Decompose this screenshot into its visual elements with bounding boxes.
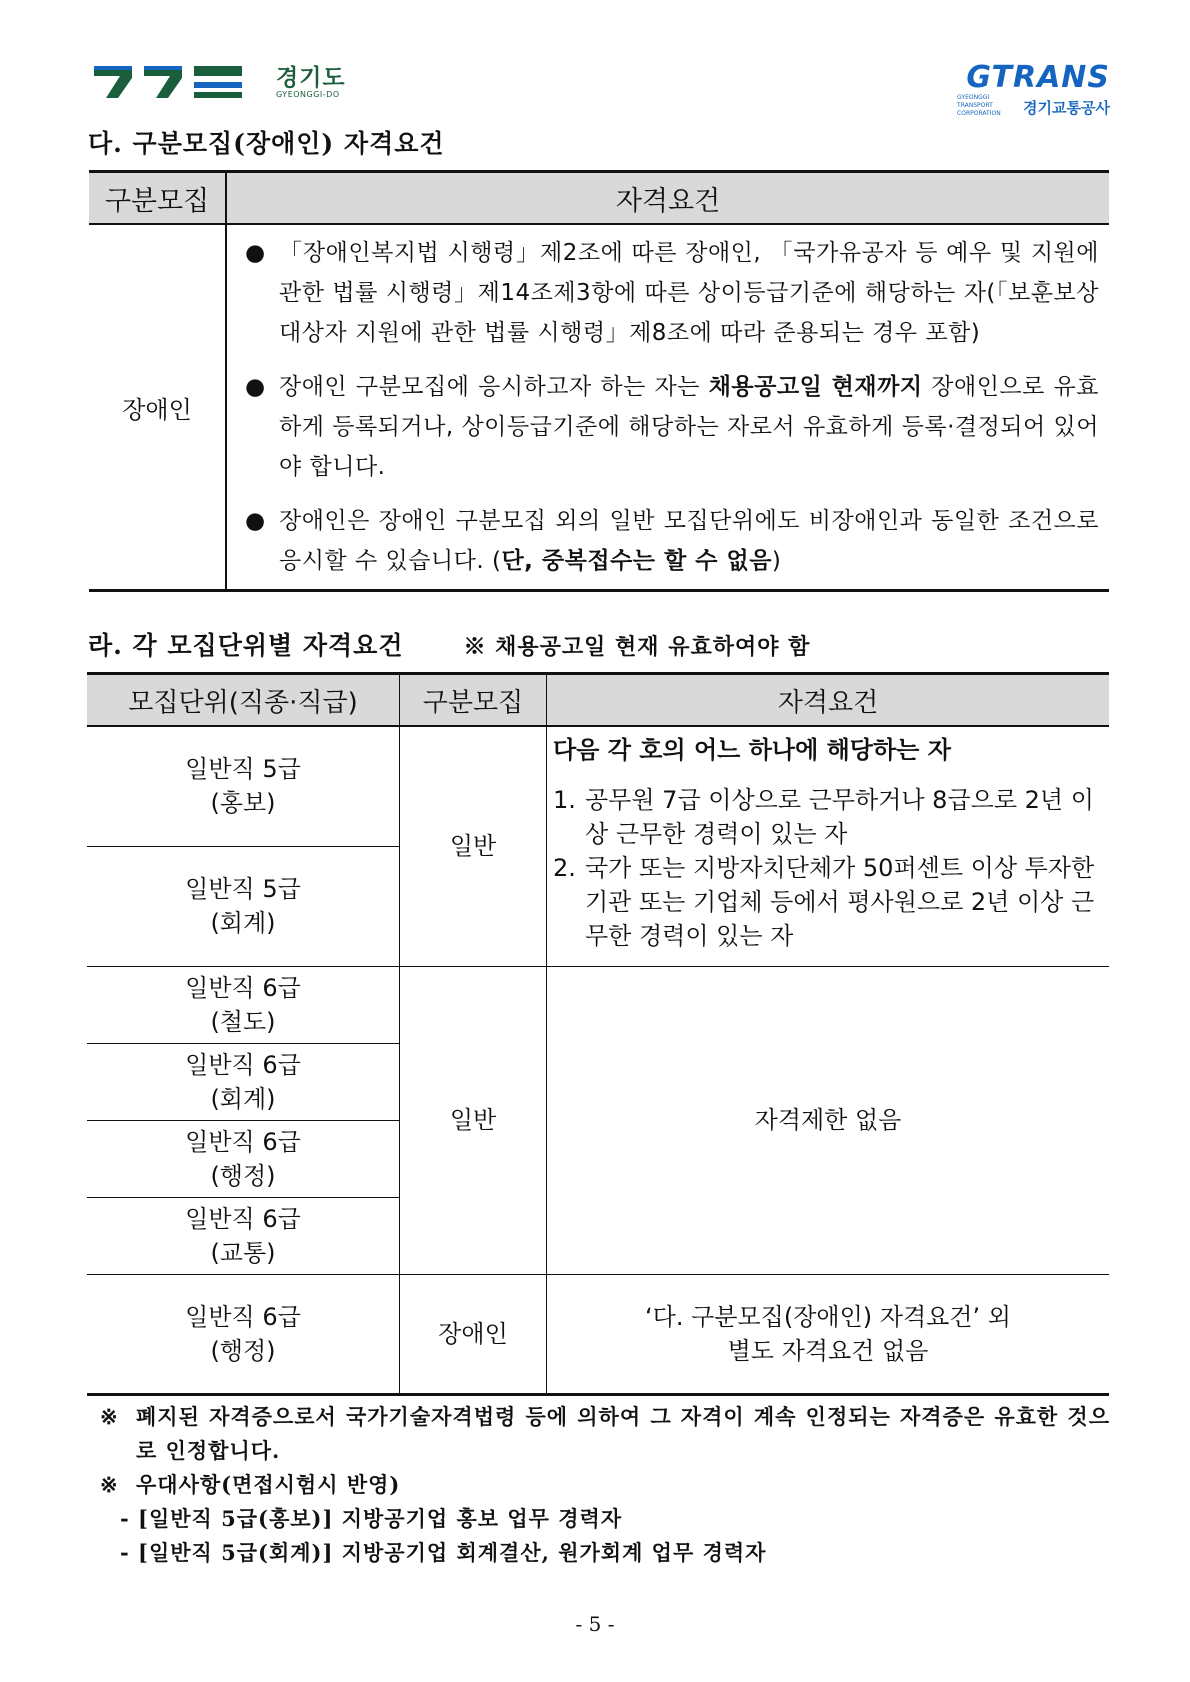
bullet-dot-icon: ● bbox=[245, 374, 266, 400]
requirement-item: 2. 국가 또는 지방자치단체가 50퍼센트 이상 투자한 기관 또는 기업체 등에서 평사원으로 2년 이상 근무한 경력이 있는 자 bbox=[553, 854, 1095, 950]
unit-cell: 일반직 6급 (행정) bbox=[87, 1120, 400, 1197]
page-number: - 5 - bbox=[575, 1612, 615, 1636]
footnote-item: ※ 우대사항(면접시험시 반영) bbox=[100, 1472, 401, 1497]
table-header-category: 구분모집 bbox=[400, 674, 547, 727]
bullet-item-1 bbox=[237, 233, 1099, 353]
gtrans-logo bbox=[957, 62, 1110, 118]
unit-requirements-table bbox=[87, 672, 1109, 1396]
disabled-requirements-table bbox=[89, 170, 1109, 592]
section-ra-note: ※ 채용공고일 현재 유효하여야 함 bbox=[463, 634, 811, 660]
bullet-text: ) bbox=[771, 548, 782, 574]
bullet-emphasis: 단, 중복접수는 할 수 없음 bbox=[501, 548, 772, 574]
category-cell: 일반 bbox=[400, 726, 547, 966]
requirement-item: 1. 공무원 7급 이상으로 근무하거나 8급으로 2년 이상 근무한 경력이 있는 자 bbox=[553, 786, 1094, 848]
gyeonggi-logo bbox=[92, 60, 346, 104]
unit-cell: 일반직 6급 (교통) bbox=[87, 1197, 400, 1274]
footnote-subitem: - [일반직 5급(홍보)] 지방공기업 홍보 업무 경력자 bbox=[120, 1506, 623, 1531]
section-ra-title: 라. 각 모집단위별 자격요건 bbox=[88, 631, 404, 660]
footnote-item: ※ 폐지된 자격증으로서 국가기술자격법령 등에 의하여 그 자격이 계속 인정되는 자격증은 유효한 것으로 인정합니다. bbox=[100, 1404, 1110, 1463]
bullet-emphasis: 채용공고일 현재까지 bbox=[708, 374, 923, 400]
bullet-text: 장애인은 장애인 구분모집 외의 일반 모집단위에도 비장애인과 동일한 조건으로 응시할 수 있습니다. ( bbox=[279, 508, 1099, 574]
unit-cell: 일반직 5급 (홍보) bbox=[87, 726, 400, 846]
gyeonggi-name-en: GYEONGGI-DO bbox=[276, 89, 340, 99]
category-cell: 일반 bbox=[400, 966, 547, 1274]
unit-cell: 일반직 6급 (회계) bbox=[87, 1043, 400, 1120]
requirement-cell: ‘다. 구분모집(장애인) 자격요건’ 외 별도 자격요건 없음 bbox=[547, 1274, 1110, 1394]
gtrans-sub-ko: 경기교통공사 bbox=[1023, 99, 1110, 117]
requirement-cell bbox=[547, 726, 1110, 966]
bullet-text: 장애인 구분모집에 응시하고자 하는 자는 bbox=[279, 374, 709, 400]
gyeonggi-symbol-icon bbox=[92, 60, 272, 104]
bullet-item-3 bbox=[237, 501, 1099, 581]
requirement-lead: 다음 각 호의 어느 하나에 해당하는 자 bbox=[553, 736, 951, 764]
footnote-subitem: - [일반직 5급(회계)] 지방공기업 회계결산, 원가회계 업무 경력자 bbox=[120, 1540, 767, 1565]
gyeonggi-name-ko: 경기도 bbox=[276, 64, 346, 91]
gtrans-sub-en: GYEONGGI TRANSPORT CORPORATION bbox=[957, 94, 1001, 117]
bullet-dot-icon: ● bbox=[245, 508, 266, 534]
table-header-category: 구분모집 bbox=[89, 172, 226, 225]
table-header-requirements: 자격요건 bbox=[226, 172, 1109, 225]
unit-cell: 일반직 6급 (철도) bbox=[87, 966, 400, 1043]
bullet-item-2 bbox=[237, 367, 1099, 487]
bullet-dot-icon: ● bbox=[245, 240, 266, 266]
table-header-unit: 모집단위(직종·직급) bbox=[87, 674, 400, 727]
row-label-disabled: 장애인 bbox=[89, 224, 226, 591]
unit-cell: 일반직 5급 (회계) bbox=[87, 846, 400, 966]
table-header-requirements: 자격요건 bbox=[547, 674, 1110, 727]
section-da-title: 다. 구분모집(장애인) 자격요건 bbox=[88, 129, 445, 158]
category-cell: 장애인 bbox=[400, 1274, 547, 1394]
bullet-text: 「장애인복지법 시행령」제2조에 따른 장애인, 「국가유공자 등 예우 및 지원에 관한 법률 시행령」제14조제3항에 따른 상이등급기준에 해당하는 자(「보훈보상대상자 지원에 관한 법률 시행령」제8조에 따라 준용되는 경우 포함) bbox=[279, 240, 1099, 346]
bullet-text: 장애인으로 유효하게 등록되거나, 상이등급기준에 해당하는 자로서 유효하게 등록·결정되어 있어야 합니다. bbox=[279, 374, 1099, 480]
gtrans-wordmark: GTRANS bbox=[966, 60, 1110, 95]
footnotes bbox=[100, 1400, 1110, 1570]
requirement-cell: 자격제한 없음 bbox=[547, 966, 1110, 1274]
unit-cell: 일반직 6급 (행정) bbox=[185, 1302, 301, 1365]
section-ra-heading bbox=[88, 626, 810, 662]
